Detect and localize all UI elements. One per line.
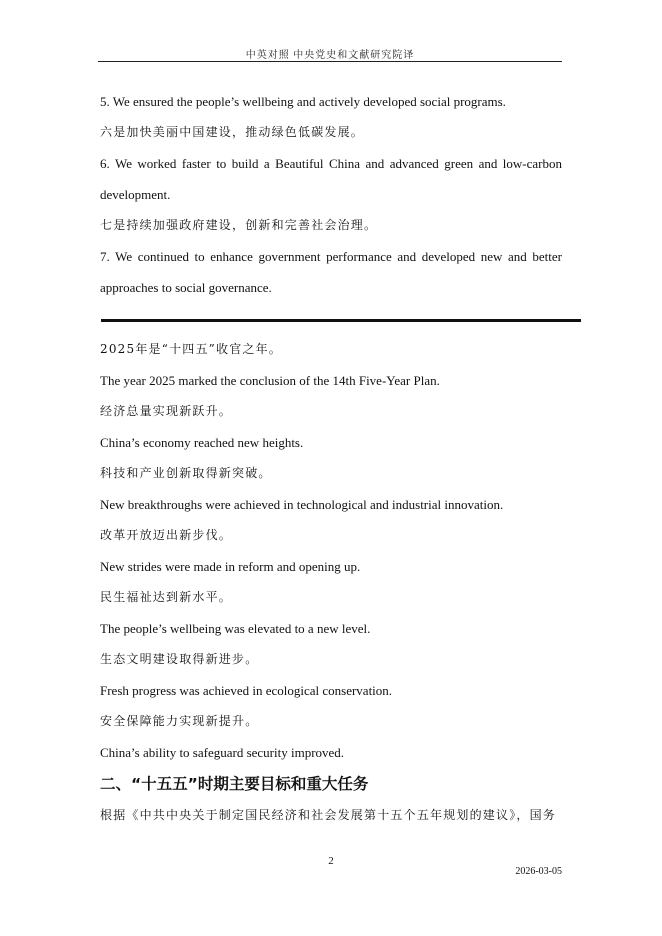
summary-zh-6: 生态文明建设取得新进步。	[100, 652, 259, 666]
section-divider	[101, 319, 581, 322]
paragraph-en-7: 7. We continued to enhance government performance and developed new and better approaches to social governance.	[100, 249, 562, 295]
paragraph-zh-6: 六是加快美丽中国建设，推动绿色低碳发展。	[100, 125, 365, 139]
summary-zh-5: 民生福祉达到新水平。	[100, 590, 233, 604]
summary-en-1: The year 2025 marked the conclusion of the 14th Five-Year Plan.	[100, 373, 440, 388]
summary-en-2: China’s economy reached new heights.	[100, 435, 304, 450]
summary-en-4: New strides were made in reform and opening up.	[100, 559, 361, 574]
page-number: 2	[328, 855, 334, 867]
summary-zh-7: 安全保障能力实现新提升。	[100, 714, 259, 728]
summary-en-6: Fresh progress was achieved in ecological conservation.	[100, 683, 393, 698]
summary-en-3: New breakthroughs were achieved in technological and industrial innovation.	[100, 497, 504, 512]
section-heading: 二、“十五五”时期主要目标和重大任务	[100, 775, 369, 793]
paragraph-zh-basis: 根据《中共中央关于制定国民经济和社会发展第十五个五年规划的建议》，国务	[100, 808, 557, 822]
summary-en-7: China’s ability to safeguard security improved.	[100, 745, 345, 760]
paragraph-en-5: 5. We ensured the people’s wellbeing and actively developed social programs.	[100, 94, 506, 109]
header-divider	[98, 61, 562, 62]
paragraph-en-6: 6. We worked faster to build a Beautiful China and advanced green and low-carbon development.	[100, 156, 562, 202]
footer-date: 2026-03-05	[515, 866, 562, 877]
paragraph-zh-7: 七是持续加强政府建设，创新和完善社会治理。	[100, 218, 378, 232]
summary-zh-3: 科技和产业创新取得新突破。	[100, 466, 272, 480]
summary-zh-2: 经济总量实现新跃升。	[100, 404, 233, 418]
summary-zh-1: 2025年是“十四五”收官之年。	[100, 342, 283, 356]
header-title: 中英对照 中央党史和文献研究院译	[245, 50, 415, 61]
summary-en-5: The people’s wellbeing was elevated to a new level.	[100, 621, 371, 636]
summary-zh-4: 改革开放迈出新步伐。	[100, 528, 233, 542]
